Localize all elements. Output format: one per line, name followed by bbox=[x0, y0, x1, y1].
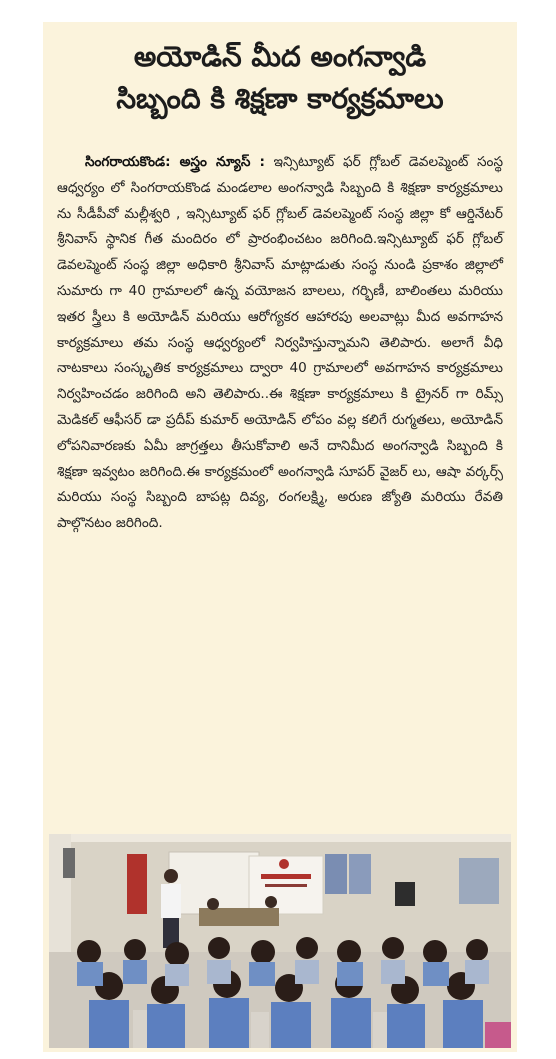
training-photo-icon bbox=[49, 834, 511, 1048]
article-text: ఇన్సిట్యూట్ ఫర్ గ్లోబల్ డెవలప్మెంట్ సంస్థ ఆధ్వర్యం లో సింగరాయకొండ మండలాల అంగన్వాడి సిబ్బంది కి శిక్షణా కార్యక్రమాలు ను సీడీపీవో మల్లీశ్వరి , ఇన్సిట్యూట్ ఫర్ గ్లోబల్ డెవలప్మెంట్ సంస్థ జిల్లా కో ఆర్డినేటర్ శ్రీనివాస్ స్థానిక గీత మందిరం లో ప్రారంభించటం జరిగింది.ఇన్సిట్యూట్ ఫర్ గ్లోబల్ డెవలప్మెంట్ సంస్థ జిల్లా అధికారి శ్రీనివాస్ మాట్లాడుతు సంస్థ నుండి ప్రకాశం జిల్లాలో సుమారు గా 40 గ్రామాలలో ఉన్న వయోజన బాలలు, గర్భిణీ, బాలింతలు మరియు ఇతర స్త్రీలు కి అయోడిన్ మరియు ఆరోగ్యకర ఆహారపు అలవాట్లు మీద అవగాహన కార్యక్రమాలు తమ సంస్థ ఆధ్వర్యంలో నిర్వహిస్తున్నామని తెలిపారు. అలాగే వీధి నాటకాలు సంస్కృతిక కార్యక్రమాలు ద్వారా 40 గ్రామాలలో అవగాహన కార్యక్రమాలు నిర్వహించడం జరిగింది అని తెలిపారు..ఈ శిక్షణా కార్యక్రమాలు కి ట్రైనర్ గా రిమ్స్ మెడికల్ ఆఫీసర్ డా ప్రదీప్ కుమార్ అయోడిన్ లోపం వల్ల కలిగే రుగ్మతలు, అయోడిన్ లోపనివారణకు ఏమీ జాగ్రత్తలు తీసుకోవాలి అనే దానిమీద అంగన్వాడి సిబ్బంది కి శిక్షణా ఇవ్వటం జరిగింది.ఈ కార్యక్రమంలో అంగన్వాడి సూపర్ వైజర్ లు, ఆషా వర్కర్స్ మరియు సంస్థ సిబ్బంది బాపట్ల దివ్య, రంగలక్ష్మి, అరుణ జ్యోతి మరియు రేవతి పాల్గొనటం జరిగింది. bbox=[57, 154, 503, 532]
training-photo bbox=[49, 834, 511, 1048]
news-clipping bbox=[43, 22, 517, 1052]
headline bbox=[43, 36, 517, 120]
byline: సింగరాయకొండ: అస్త్రం న్యూస్ : bbox=[85, 154, 265, 170]
article-body bbox=[57, 150, 503, 537]
headline-line-1: అయోడిన్ మీద అంగన్వాడి bbox=[133, 40, 427, 73]
headline-line-2: సిబ్బంది కి శిక్షణా కార్యక్రమాలు bbox=[116, 82, 444, 115]
